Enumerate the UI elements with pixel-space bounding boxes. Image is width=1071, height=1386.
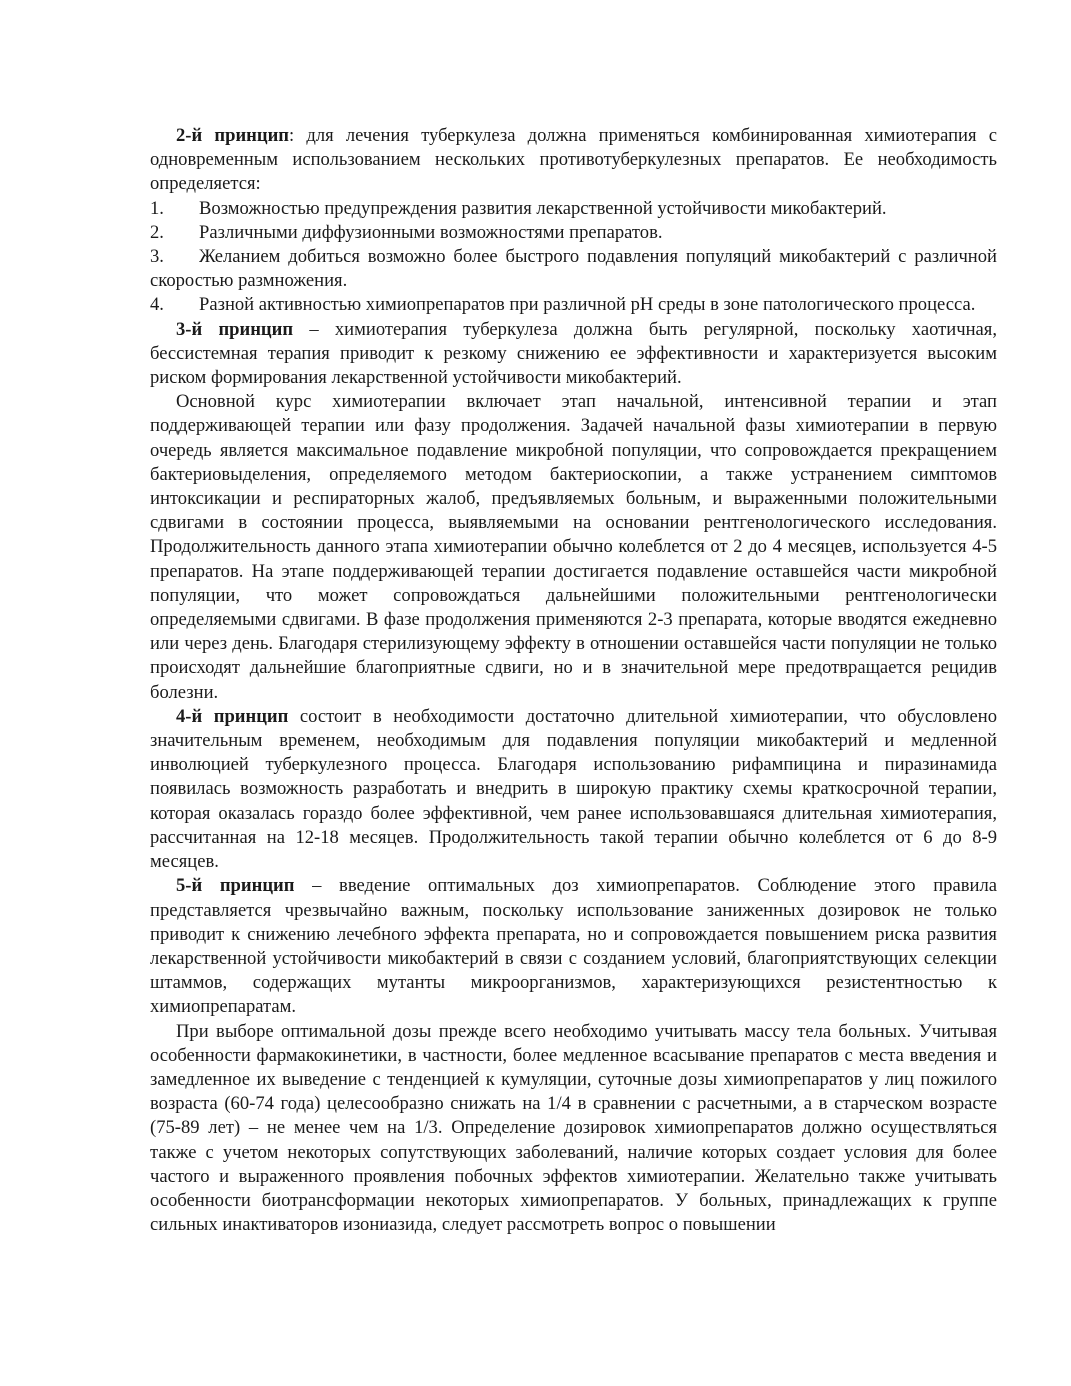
list-item-text: Желанием добиться возможно более быстрого подавления популяций микобактерий с различной скоростью размножения. [150, 246, 997, 292]
principle-2-label: 2-й принцип [176, 125, 290, 146]
paragraph-principle-4 [150, 705, 997, 874]
list-item-text: Разной активностью химиопрепаратов при различной pH среды в зоне патологического процесса. [199, 294, 976, 316]
list-item-text: Различными диффузионными возможностями препаратов. [199, 221, 663, 243]
principle-4-text: состоит в необходимости достаточно длительной химиотерапии, что обусловлено значительным временем, необходимым для подавления популяции микобактерий и медленной инволюцией туберкулезного процесса. Благодаря использованию рифампицина и пиразинамида появилась возможность разработать и внедрить в широкую практику схемы краткосрочной терапии, которая оказалась гораздо более эффективной, чем ранее использовавшаяся длительная химиотерапия, рассчитанная на 12-18 месяцев. Продолжительность такой терапии обычно колеблется от 6 до 8-9 месяцев. [150, 705, 997, 873]
list-item-2 [150, 221, 997, 245]
list-item-1 [150, 197, 997, 221]
principle-4-label: 4-й принцип [176, 705, 289, 727]
principle-5-text: – введение оптимальных доз химиопрепаратов. Соблюдение этого правила представляется чрезвычайно важным, поскольку использование заниженных дозировок не только приводит к снижению лечебного эффекта препарата, но и сопровождается повышением риска развития лекарственной устойчивости микобактерий в связи с созданием условий, благоприятствующих селекции штаммов, содержащих мутанты микроорганизмов, характеризующихся резистентностью к химиопрепаратам. [150, 875, 997, 1018]
document-page [150, 124, 997, 1237]
principle-5-label: 5-й принцип [176, 875, 295, 897]
paragraph-main-course: Основной курс химиотерапии включает этап начальной, интенсивной терапии и этап поддерживающей терапии или фазу продолжения. Задачей начальной фазы химиотерапии в первую очередь является максимальное подавление микробной популяции, что сопровождается прекращением бактериовыделения, определяемого методом бактериоскопии, а также устранением симптомов интоксикации и респираторных жалоб, предъявляемых больным, и выраженными положительными сдвигами в состоянии процесса, выявляемыми на основании рентгенологического исследования. Продолжительность данного этапа химиотерапии обычно колеблется от 2 до 4 месяцев, используется 4-5 препаратов. На этапе поддерживающей терапии достигается подавление оставшейся части микробной популяции, что может сопровождаться дальнейшими положительными рентгенологически определяемыми сдвигами. В фазе продолжения применяются 2-3 препарата, которые вводятся ежедневно или через день. Благодаря стерилизующему эффекту в отношении оставшейся части популяции не только происходят дальнейшие благоприятные сдвиги, но и в значительной мере предотвращается рецидив болезни. [150, 391, 997, 703]
list-item-4 [150, 293, 997, 317]
list-item-number: 3. [150, 246, 164, 268]
principle-3-text: – химиотерапия туберкулеза должна быть регулярной, поскольку хаотичная, бессистемная терапия приводит к резкому снижению ее эффективности и характеризуется высоким риском формирования лекарственной устойчивости микобактерий. [150, 318, 997, 389]
list-item-number: 1. [150, 197, 164, 219]
list-item-number: 4. [150, 294, 164, 316]
principle-2-text: : для лечения туберкулеза должна применяться комбинированная химиотерапия с одновременным использованием нескольких противотуберкулезных препаратов. Ее необходимость определяется: [150, 125, 997, 195]
list-item-3 [150, 245, 997, 293]
principle-3-label: 3-й принцип [176, 318, 294, 340]
list-item-text: Возможностью предупреждения развития лекарственной устойчивости микобактерий. [199, 197, 887, 219]
paragraph-dose-selection: При выборе оптимальной дозы прежде всего необходимо учитывать массу тела больных. Учитывая особенности фармакокинетики, в частности, более медленное всасывание препаратов с места введения и замедленное их выведение с тенденцией к кумуляции, суточные дозы химиопрепаратов у лиц пожилого возраста (60-74 года) целесообразно снижать на 1/4 в сравнении с расчетными, а в старческом возрасте (75-89 лет) – не менее чем на 1/3. Определение дозировок химиопрепаратов должно осуществляться также с учетом некоторых сопутствующих заболеваний, наличие которых создает условия для более частого и выраженного проявления побочных эффектов химиотерапии. Желательно также учитывать особенности биотрансформации некоторых химиопрепаратов. У больных, принадлежащих к группе сильных инактиваторов изониазида, следует рассмотреть вопрос о повышении [150, 1020, 997, 1236]
list-item-number: 2. [150, 221, 164, 243]
paragraph-principle-3 [150, 318, 997, 391]
paragraph-principle-2 [150, 124, 997, 197]
paragraph-principle-5 [150, 874, 997, 1019]
